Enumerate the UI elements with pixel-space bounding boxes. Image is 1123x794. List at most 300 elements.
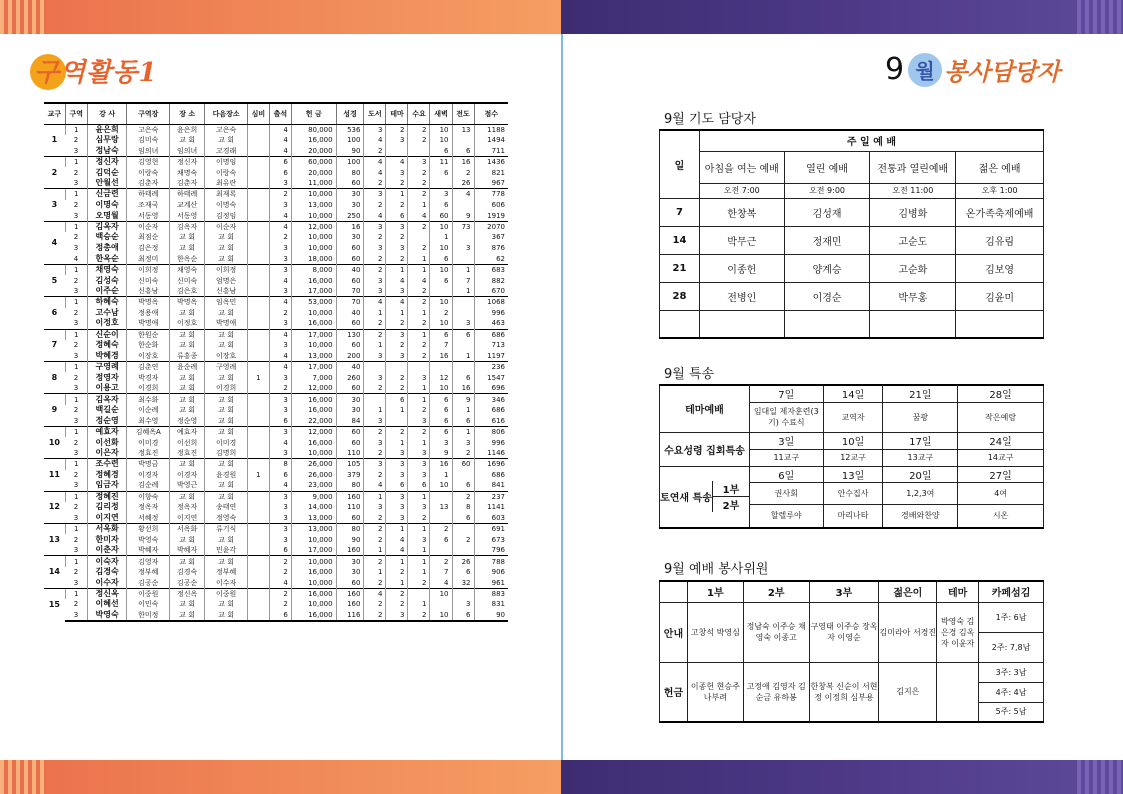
table-cell: 교 회 [170,243,205,254]
part1-label: 1부 [713,481,749,497]
table-cell: 26 [452,178,474,189]
table-row [44,523,508,534]
table-cell: 한옥순 [170,254,205,265]
date-cell: 21일 [883,385,958,402]
table-cell: 박명애 [127,318,170,329]
table-cell: 구영례 [205,362,248,373]
table-cell: 10 [430,124,452,135]
table-cell: 2 [408,426,430,437]
table-cell [452,232,474,243]
table-cell: 교 회 [170,556,205,567]
table-cell: 임옥민 [205,297,248,308]
date-cell: 27일 [958,466,1044,482]
table-cell: 3 [408,416,430,427]
table-row [44,297,508,308]
table-cell: 정효진 [170,448,205,459]
table-cell: 최정미 [127,254,170,265]
table-cell: 2 [364,523,386,534]
table-cell: 3 [73,179,79,188]
table-cell: 2 [386,232,408,243]
service-time: 오후 1:00 [956,183,1044,198]
value-cell: 14교구 [958,449,1044,466]
table-cell: 1 [65,459,87,470]
table-cell: 서옥화 [87,523,127,534]
table-cell: 2 [364,534,386,545]
table-cell: 정부혜 [205,567,248,578]
table-cell: 3 [269,318,291,329]
date-cell: 17일 [883,432,958,449]
table-cell: 60 [336,513,364,524]
table-cell: 3 [269,340,291,351]
table-cell: 1 [386,405,408,416]
table-row [44,599,508,610]
table-cell: 이순례 [127,405,170,416]
offering-label: 헌금 [660,662,688,722]
table-cell: 1 [386,523,408,534]
table-cell: 고은숙 [127,124,170,135]
table-cell: 신흥남 [205,286,248,297]
service-time: 오전 9:00 [784,183,870,198]
table-cell: 2 [73,200,79,209]
table-cell [247,275,269,286]
table-cell: 10,000 [291,210,336,221]
table-cell [247,297,269,308]
table-cell: 정혜진 [87,491,127,502]
table-cell: 60 [336,318,364,329]
table-cell: 2 [452,448,474,459]
table-cell: 12,000 [291,383,336,394]
table-cell: 교 회 [205,534,248,545]
table-cell: 2 [73,308,79,317]
table-cell: 3 [269,243,291,254]
table-cell: 3 [269,264,291,275]
table-cell: 1141 [474,502,508,513]
table-row [44,437,508,448]
table-cell: 정순영 [170,416,205,427]
table-cell: 6 [430,329,452,340]
table-cell: 교 회 [170,534,205,545]
table-cell: 3 [386,459,408,470]
volunteer-header: 2부 [743,581,809,602]
table-cell: 3 [65,610,87,621]
table-cell: 1 [452,264,474,275]
table-cell: 박혜자 [170,545,205,556]
table-cell: 2 [364,254,386,265]
table-cell: 2 [73,406,79,415]
table-row [44,394,508,405]
table-cell: 16,000 [291,567,336,578]
table-cell: 30 [336,405,364,416]
table-cell: 이정호 [170,318,205,329]
cafe-cell: 5주: 5남 [979,702,1044,722]
table-cell [386,362,408,373]
table-cell: 김미숙 [127,135,170,146]
table-cell: 3 [408,470,430,481]
prayer-row [660,254,1044,282]
table-cell: 1 [65,124,87,135]
table-cell: 17,000 [291,286,336,297]
table-cell: 831 [474,599,508,610]
table-cell [247,383,269,394]
table-cell: 84 [336,416,364,427]
table-cell: 116 [336,610,364,621]
table-cell: 1 [452,405,474,416]
cafe-cell: 2주: 7,8남 [979,632,1044,662]
guide-cell: 구영태 이주승 장옥자 이영순 [809,602,879,662]
table-cell: 3 [269,534,291,545]
table-cell: 90 [336,146,364,157]
table-cell: 이경자 [170,470,205,481]
table-cell: 3 [364,351,386,362]
table-cell: 6 [430,167,452,178]
table-cell: 2 [364,146,386,157]
table-cell: 967 [474,178,508,189]
prayer-cell: 정재민 [784,226,870,254]
table-cell: 이주순 [87,286,127,297]
table-cell: 예효자 [170,426,205,437]
table-cell: 1197 [474,351,508,362]
table-cell: 32 [452,577,474,588]
table-cell: 박영숙 [87,610,127,621]
table-cell: 1 [408,308,430,319]
table-cell: 883 [474,588,508,599]
table-cell: 876 [474,243,508,254]
table-row [44,254,508,265]
table-cell: 1 [430,470,452,481]
table-cell: 4 [386,156,408,167]
table-cell: 윤순례 [170,362,205,373]
table-cell: 7,000 [291,372,336,383]
table-cell: 최수화 [127,394,170,405]
table-cell: 교 회 [205,340,248,351]
table-cell: 정효진 [127,448,170,459]
table-cell: 2 [364,232,386,243]
table-cell: 40 [336,308,364,319]
table-cell: 정신자 [170,156,205,167]
table-cell: 2 [408,178,430,189]
table-cell: 6 [269,156,291,167]
table-cell: 100 [336,156,364,167]
table-cell: 13,000 [291,513,336,524]
table-cell: 130 [336,329,364,340]
table-cell: 예효자 [87,426,127,437]
table-cell: 이정호 [87,318,127,329]
table-cell: 13 [430,502,452,513]
table-cell: 996 [474,437,508,448]
table-cell: 김경숙 [87,567,127,578]
table-cell: 4 [386,275,408,286]
table-cell: 한미자 [87,534,127,545]
table-cell [247,210,269,221]
table-cell: 1 [65,156,87,167]
table-cell: 16,000 [291,275,336,286]
table-cell: 1068 [474,297,508,308]
table-cell: 70 [336,286,364,297]
table-cell [247,523,269,534]
table-cell: 3 [408,534,430,545]
table-cell: 3 [386,286,408,297]
value-cell: 4여 [958,482,1044,504]
table-cell: 80,000 [291,124,336,135]
table-cell: 1 [408,200,430,211]
table-cell: 2 [364,200,386,211]
prayer-cell [956,310,1044,338]
table-cell: 10,000 [291,534,336,545]
table-cell: 4 [364,297,386,308]
table-cell: 3 [269,178,291,189]
table-cell: 심무랑 [87,135,127,146]
table-row [44,480,508,491]
table-cell: 10 [430,135,452,146]
offering-cell [937,662,979,722]
table-cell: 691 [474,523,508,534]
table-cell: 2 [364,448,386,459]
value-cell: 권사회 [749,482,823,504]
table-cell: 이장호 [205,351,248,362]
table-cell: 한순화 [127,340,170,351]
table-cell: 1919 [474,210,508,221]
table-cell: 30 [336,189,364,200]
table-row [44,351,508,362]
table-cell: 778 [474,189,508,200]
table-cell: 53,000 [291,297,336,308]
table-cell: 교 회 [205,599,248,610]
date-cell: 6일 [749,466,823,482]
table-cell: 김리정 [87,502,127,513]
table-cell: 2 [269,588,291,599]
table-cell: 1 [364,340,386,351]
table-cell: 윤경원 [205,470,248,481]
table-row [44,275,508,286]
table-cell: 2 [386,124,408,135]
table-cell [430,491,452,502]
title-number: 9 [885,52,905,87]
table-cell: 교 회 [170,232,205,243]
column-header: 도서 [364,103,386,124]
table-cell: 교 회 [170,491,205,502]
volunteer-table [659,580,1044,723]
table-cell [430,513,452,524]
table-cell: 12,000 [291,426,336,437]
table-cell: 882 [474,275,508,286]
table-cell: 80 [336,167,364,178]
table-cell: 1 [65,329,87,340]
title-month-badge: 월 [908,53,942,87]
sat-label: 토연새 특송 [660,493,712,505]
table-cell: 40 [336,362,364,373]
value-cell: 경배와찬양 [883,504,958,528]
table-cell: 3 [269,448,291,459]
page-divider [561,34,563,760]
table-cell: 2 [408,405,430,416]
table-cell: 3 [269,513,291,524]
table-cell [452,200,474,211]
prayer-section-title: 9월 기도 담당자 [664,112,756,127]
table-cell: 10 [430,297,452,308]
table-cell: 한옥순 [87,254,127,265]
prayer-cell: 28 [660,282,700,310]
table-cell: 346 [474,394,508,405]
table-cell: 이중원 [127,588,170,599]
cafe-cell: 1주: 6남 [979,602,1044,632]
table-cell: 60 [336,437,364,448]
table-cell: 3 [386,470,408,481]
table-cell: 1 [65,189,87,200]
table-cell: 30 [336,567,364,578]
table-cell: 3 [73,287,79,296]
table-cell: 105 [336,459,364,470]
service-header: 아침을 여는 예배 [699,151,784,183]
table-cell: 2 [408,221,430,232]
prayer-cell: 김윤미 [956,282,1044,310]
table-cell: 996 [474,308,508,319]
table-cell: 2 [73,276,79,285]
table-cell: 30 [336,556,364,567]
table-cell: 1436 [474,156,508,167]
table-cell: 2 [386,567,408,578]
table-row [44,534,508,545]
table-cell [247,556,269,567]
table-cell [364,362,386,373]
table-cell: 1 [65,426,87,437]
table-cell [247,459,269,470]
table-cell: 이경희 [205,383,248,394]
table-cell: 9,000 [291,491,336,502]
table-cell: 670 [474,286,508,297]
table-cell: 교 회 [205,556,248,567]
table-cell: 이장호 [127,351,170,362]
table-row [44,156,508,167]
table-cell: 2 [408,189,430,200]
table-cell: 1 [65,362,87,373]
table-cell [247,189,269,200]
table-cell: 60 [336,275,364,286]
table-cell: 1 [247,372,269,383]
table-cell: 16,000 [291,588,336,599]
table-cell: 황선희 [127,523,170,534]
table-cell: 3 [269,426,291,437]
table-cell: 박명금 [127,459,170,470]
table-cell: 김영현 [127,156,170,167]
table-cell: 교 회 [205,405,248,416]
table-cell: 2 [386,254,408,265]
table-cell [452,135,474,146]
table-cell: 김순례 [127,480,170,491]
table-cell: 2 [408,513,430,524]
table-cell: 이수자 [205,577,248,588]
table-cell: 10,000 [291,577,336,588]
table-cell [247,264,269,275]
parish-cell: 4 [44,221,65,264]
table-cell: 1 [408,437,430,448]
table-cell: 교 회 [205,491,248,502]
table-cell: 1547 [474,372,508,383]
table-cell: 2 [364,329,386,340]
table-cell: 이중원 [205,588,248,599]
table-cell: 2 [386,318,408,329]
table-cell: 9 [452,394,474,405]
table-cell: 4 [386,534,408,545]
table-cell: 2 [364,470,386,481]
table-cell: 박명옥 [127,297,170,308]
prayer-cell: 김보영 [956,254,1044,282]
table-cell: 6 [386,394,408,405]
table-row [44,308,508,319]
table-cell: 3 [364,372,386,383]
table-row [44,426,508,437]
table-cell: 3 [364,275,386,286]
table-cell: 686 [474,470,508,481]
table-cell: 박경자 [127,372,170,383]
top-band [0,0,1123,34]
table-cell: 3 [452,599,474,610]
table-cell: 100 [336,135,364,146]
service-header: 전통과 열린예배 [870,151,956,183]
table-cell: 한원순 [127,329,170,340]
table-cell: 11 [430,156,452,167]
table-cell: 3 [386,502,408,513]
table-cell [452,254,474,265]
table-cell: 신미숙 [127,275,170,286]
table-cell: 3 [269,286,291,297]
table-cell: 10 [430,610,452,621]
service-time: 오전 11:00 [870,183,956,198]
table-cell: 3 [364,286,386,297]
column-header: 점수 [474,103,508,124]
table-cell: 이명숙 [87,200,127,211]
parish-cell: 5 [44,264,65,296]
table-cell [247,545,269,556]
date-cell: 10일 [823,432,883,449]
table-cell: 최재록 [205,189,248,200]
parish-cell: 8 [44,362,65,394]
table-cell [364,394,386,405]
table-cell: 한미정 [127,610,170,621]
table-cell: 2 [364,599,386,610]
table-cell: 2 [386,372,408,383]
table-cell: 10 [430,480,452,491]
prayer-row [660,282,1044,310]
table-cell: 17,000 [291,329,336,340]
table-cell [247,318,269,329]
table-cell: 정혜숙 [87,340,127,351]
parish-cell: 14 [44,556,65,588]
table-cell: 788 [474,556,508,567]
table-cell: 류기식 [205,523,248,534]
table-cell: 1 [386,308,408,319]
service-header: 열린 예배 [784,151,870,183]
table-cell: 정부혜 [127,567,170,578]
table-cell: 채영숙 [170,264,205,275]
table-cell: 서동영 [170,210,205,221]
table-cell [408,146,430,157]
table-cell: 3 [408,448,430,459]
table-cell: 4 [269,124,291,135]
table-cell: 2 [73,568,79,577]
table-cell: 박명애 [205,318,248,329]
prayer-cell [784,310,870,338]
table-cell: 2 [364,264,386,275]
table-cell: 2 [364,318,386,329]
special-section-title: 9월 특송 [664,367,715,382]
table-cell: 2 [452,167,474,178]
table-cell: 신미숙 [170,275,205,286]
table-cell: 13,000 [291,351,336,362]
table-cell [247,588,269,599]
table-cell: 구영례 [87,362,127,373]
value-cell: 꿈팡 [883,402,958,432]
table-cell: 1 [386,189,408,200]
